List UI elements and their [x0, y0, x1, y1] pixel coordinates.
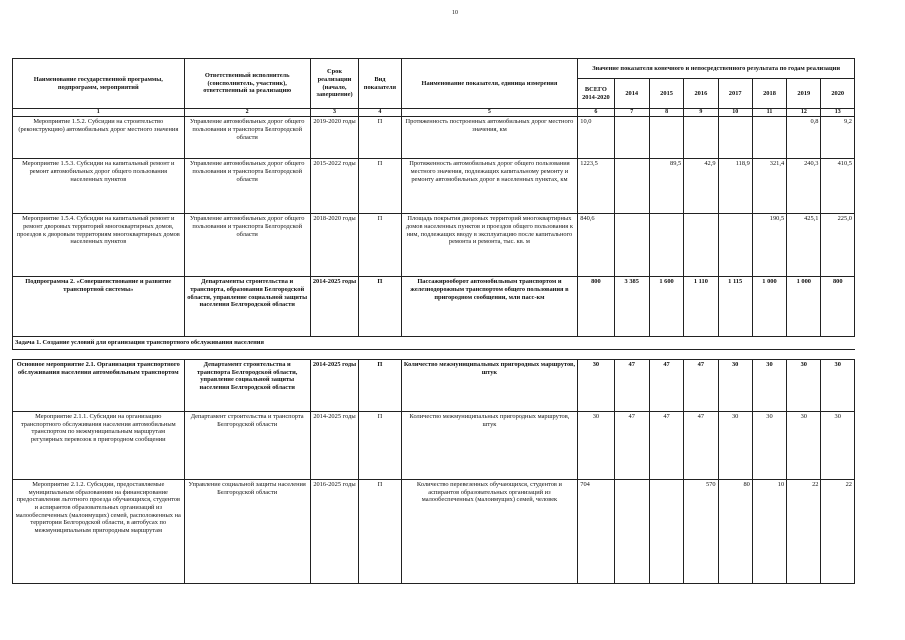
row-value: 30	[752, 411, 786, 479]
row-value: 42,9	[684, 159, 718, 214]
row-name: Мероприятие 2.1.2. Субсидии, предоставляемые муниципальным образованиям на финансирование предоставления льготного проезда обучающихся, студентов и аспирантов образовательных организаций из малообеспеченных (малоимущих) семей, расположенных на территории Белгородской области, в автобусах по межмуниципальным пригородным маршрутам	[13, 479, 185, 583]
row-executor: Управление социальной защиты населения Белгородской области	[184, 479, 310, 583]
row-value: 190,5	[752, 214, 786, 277]
row-kind: П	[359, 359, 401, 411]
row-value: 22	[787, 479, 821, 583]
row-period: 2019-2020 годы	[310, 117, 358, 159]
column-number: 9	[684, 109, 718, 117]
table-row	[13, 214, 855, 277]
row-value: 30	[718, 411, 752, 479]
row-value: 570	[684, 479, 718, 583]
row-name: Мероприятие 1.5.2. Субсидии на строительство (реконструкцию) автомобильных дорог местного значения	[13, 117, 185, 159]
column-number: 8	[649, 109, 683, 117]
column-number: 11	[752, 109, 786, 117]
row-indicator: Протяженность автомобильных дорог общего пользования местного значения, подлежащих капитальному ремонту и ремонту автомобильных дорог в населенных пунктах, км	[401, 159, 578, 214]
row-value: 30	[718, 359, 752, 411]
row-indicator: Количество перевезенных обучающихся, студентов и аспирантов образовательных организаций из малообеспеченных (малоимущих) семей, человек	[401, 479, 578, 583]
row-executor: Департаменты строительства и транспорта, образования Белгородской области, управление социальной защиты населения Белгородской области	[184, 277, 310, 337]
row-executor: Управление автомобильных дорог общего пользования и транспорта Белгородской области	[184, 117, 310, 159]
row-value: 89,5	[649, 159, 683, 214]
row-value: 1 110	[684, 277, 718, 337]
row-value: 47	[684, 359, 718, 411]
row-value: 410,5	[821, 159, 855, 214]
row-value: 22	[821, 479, 855, 583]
header-total: ВСЕГО 2014-2020	[578, 79, 614, 109]
row-value	[718, 214, 752, 277]
header-indicator: Наименование показателя, единица измерения	[401, 59, 578, 109]
row-kind: П	[359, 277, 401, 337]
row-value: 30	[752, 359, 786, 411]
row-value: 1 000	[787, 277, 821, 337]
row-value: 3 385	[614, 277, 649, 337]
row-executor: Управление автомобильных дорог общего пользования и транспорта Белгородской области	[184, 214, 310, 277]
row-value: 30	[787, 411, 821, 479]
header-program-name: Наименование государственной программы, подпрограмм, мероприятий	[13, 59, 185, 109]
table-row	[13, 277, 855, 337]
row-value: 47	[649, 411, 683, 479]
task-row	[13, 337, 855, 350]
row-value: 47	[649, 359, 683, 411]
row-value: 30	[821, 359, 855, 411]
row-value: 30	[787, 359, 821, 411]
row-value	[649, 214, 683, 277]
column-number: 5	[401, 109, 578, 117]
column-number: 3	[310, 109, 358, 117]
row-value: 47	[684, 411, 718, 479]
row-period: 2018-2020 годы	[310, 214, 358, 277]
row-total: 800	[578, 277, 614, 337]
row-indicator: Площадь покрытия дворовых территорий многоквартирных домов населенных пунктов и проездов общего пользования к ним, подлежащих вводу в эксплуатацию после капитального ремонта и ремонта, тыс. кв. м	[401, 214, 578, 277]
row-name: Подпрограмма 2. «Совершенствование и развитие транспортной системы»	[13, 277, 185, 337]
row-kind: П	[359, 411, 401, 479]
row-period: 2014-2025 годы	[310, 277, 358, 337]
row-indicator: Количество межмуниципальных пригородных маршрутов, штук	[401, 411, 578, 479]
table-row	[13, 117, 855, 159]
row-value: 47	[614, 411, 649, 479]
header-year: 2014	[614, 79, 649, 109]
row-value: 321,4	[752, 159, 786, 214]
header-values-group: Значение показателя конечного и непосредственного результата по годам реализации	[578, 59, 855, 79]
column-number: 2	[184, 109, 310, 117]
row-executor: Управление автомобильных дорог общего пользования и транспорта Белгородской области	[184, 159, 310, 214]
row-name: Основное мероприятие 2.1. Организация транспортного обслуживания населения автомобильным транспортом	[13, 359, 185, 411]
header-year: 2018	[752, 79, 786, 109]
column-number: 7	[614, 109, 649, 117]
row-indicator: Количество межмуниципальных пригородных маршрутов, штук	[401, 359, 578, 411]
row-total: 840,6	[578, 214, 614, 277]
row-total: 30	[578, 359, 614, 411]
row-value	[684, 117, 718, 159]
row-period: 2015-2022 годы	[310, 159, 358, 214]
header-year: 2019	[787, 79, 821, 109]
row-total: 704	[578, 479, 614, 583]
table-row	[13, 359, 855, 411]
row-value	[752, 117, 786, 159]
column-number: 4	[359, 109, 401, 117]
indicators-table	[12, 58, 855, 584]
row-period: 2014-2025 годы	[310, 411, 358, 479]
row-period: 2016-2025 годы	[310, 479, 358, 583]
header-year: 2017	[718, 79, 752, 109]
row-name: Мероприятие 2.1.1. Субсидии на организацию транспортного обслуживания населения автомобильным транспортом по межмуниципальным маршрутам регулярных перевозок в пригородном сообщении	[13, 411, 185, 479]
row-value	[614, 214, 649, 277]
row-period: 2014-2025 годы	[310, 359, 358, 411]
row-indicator: Протяженность построенных автомобильных дорог местного значения, км	[401, 117, 578, 159]
task-heading: Задача 1. Создание условий для организации транспортного обслуживания населения	[13, 337, 855, 350]
column-number: 1	[13, 109, 185, 117]
row-value: 800	[821, 277, 855, 337]
row-total: 10,0	[578, 117, 614, 159]
spacer-row	[13, 349, 855, 359]
header-year: 2015	[649, 79, 683, 109]
row-value	[649, 117, 683, 159]
row-executor: Департамент строительства и транспорта Белгородской области	[184, 411, 310, 479]
row-value	[684, 214, 718, 277]
row-executor: Департамент строительства и транспорта Белгородской области, управление социальной защиты населения Белгородской области	[184, 359, 310, 411]
row-indicator: Пассажирооборот автомобильным транспортом и железнодорожным транспортом общего пользования в пригородном сообщении, млн пасс-км	[401, 277, 578, 337]
row-name: Мероприятие 1.5.3. Субсидии на капитальный ремонт и ремонт автомобильных дорог общего пользования населенных пунктов	[13, 159, 185, 214]
row-value: 240,3	[787, 159, 821, 214]
row-value	[614, 479, 649, 583]
page-number: 10	[452, 10, 458, 16]
row-value: 80	[718, 479, 752, 583]
row-kind: П	[359, 214, 401, 277]
row-kind: П	[359, 159, 401, 214]
row-value	[718, 117, 752, 159]
row-value: 1 600	[649, 277, 683, 337]
table-row	[13, 479, 855, 583]
row-value: 1 115	[718, 277, 752, 337]
table-row	[13, 411, 855, 479]
row-value: 30	[821, 411, 855, 479]
column-number: 13	[821, 109, 855, 117]
header-executor: Ответственный исполнитель (соисполнитель, участник), ответственный за реализацию	[184, 59, 310, 109]
table-row	[13, 159, 855, 214]
row-total: 1223,5	[578, 159, 614, 214]
row-kind: П	[359, 117, 401, 159]
row-value: 0,8	[787, 117, 821, 159]
row-value: 9,2	[821, 117, 855, 159]
header-year: 2016	[684, 79, 718, 109]
row-value: 10	[752, 479, 786, 583]
row-value	[649, 479, 683, 583]
column-number: 6	[578, 109, 614, 117]
row-value: 1 000	[752, 277, 786, 337]
row-value: 225,0	[821, 214, 855, 277]
row-total: 30	[578, 411, 614, 479]
column-number: 10	[718, 109, 752, 117]
header-kind: Вид показателя	[359, 59, 401, 109]
header-year: 2020	[821, 79, 855, 109]
row-value: 118,9	[718, 159, 752, 214]
header-period: Срок реализации (начало, завершение)	[310, 59, 358, 109]
row-value	[614, 159, 649, 214]
row-value	[614, 117, 649, 159]
row-value: 47	[614, 359, 649, 411]
row-name: Мероприятие 1.5.4. Субсидии на капитальный ремонт и ремонт дворовых территорий многоквартирных домов, проездов к дворовым территориям многоквартирных домов населенных пунктов	[13, 214, 185, 277]
row-kind: П	[359, 479, 401, 583]
row-value: 425,1	[787, 214, 821, 277]
column-number: 12	[787, 109, 821, 117]
